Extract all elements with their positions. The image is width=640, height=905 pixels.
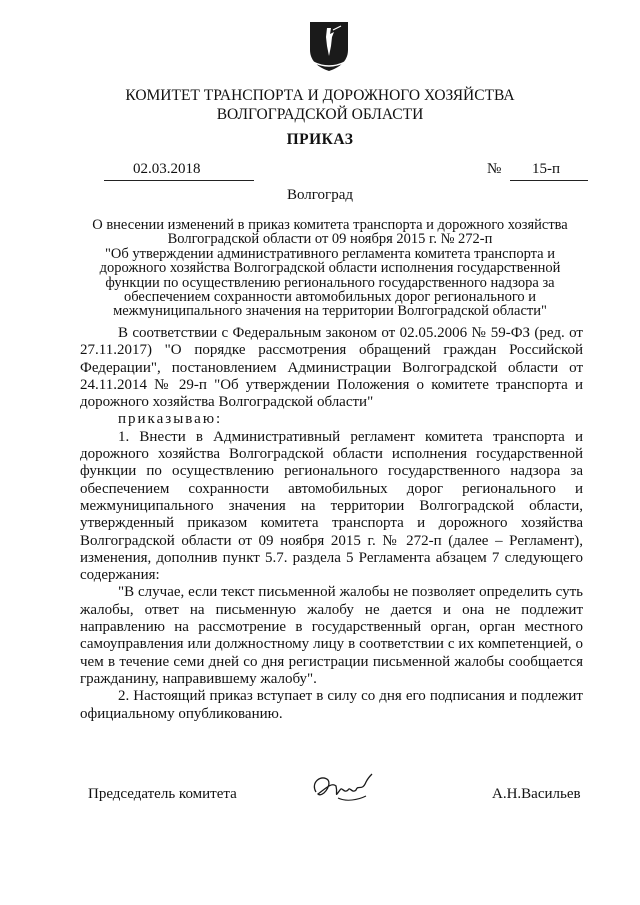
document-type: ПРИКАЗ	[286, 131, 354, 148]
document-date: 02.03.2018	[133, 161, 201, 177]
item-2-paragraph: 2. Настоящий приказ вступает в силу со дня его подписания и подлежит официальному опубликованию.	[80, 688, 583, 722]
number-sign: №	[487, 161, 502, 177]
subject-line: Волгоградской области от 09 ноября 2015 г. № 272-п	[167, 231, 493, 248]
document-body	[80, 325, 583, 723]
number-underline	[510, 180, 588, 181]
preamble-paragraph: В соответствии с Федеральным законом от 02.05.2006 № 59-ФЗ (ред. от 27.11.2017) "О порядке рассмотрения обращений граждан Российской Федерации", постановлением Администрации Волгоградской области от 24.11.2014 № 29-п "Об утверждении Положения о комитете транспорта и дорожного хозяйства Волгоградской области"	[80, 325, 583, 411]
org-name-line1: КОМИТЕТ ТРАНСПОРТА И ДОРОЖНОГО ХОЗЯЙСТВА	[125, 87, 515, 104]
item-1-paragraph: 1. Внести в Административный регламент комитета транспорта и дорожного хозяйства Волгоградской области исполнения государственной функции по осуществлению регионального государственного надзора за обеспечением сохранности автомобильных дорог регионального и межмуниципального значения на территории Волгоградской области, утвержденный приказом комитета транспорта и дорожного хозяйства Волгоградской области от 09 ноября 2015 г. № 272-п (далее – Регламент), изменения, дополнив пункт 5.7. раздела 5 Регламента абзацем 7 следующего содержания:	[80, 428, 583, 584]
org-name-line2: ВОЛГОГРАДСКОЙ ОБЛАСТИ	[216, 106, 424, 123]
document-number: 15-п	[532, 161, 561, 177]
subject-line: О внесении изменений в приказ комитета транспорта и дорожного хозяйства	[92, 217, 568, 233]
signatory-title: Председатель комитета	[88, 786, 237, 802]
signatory-name: А.Н.Васильев	[492, 786, 581, 802]
subject-line: функции по осуществлению регионального государственного надзора за	[105, 274, 555, 291]
subject-line: "Об утверждении административного регламента комитета транспорта и	[105, 245, 555, 262]
subject-line: дорожного хозяйства Волгоградской области исполнения государственной	[99, 260, 561, 277]
date-underline	[104, 180, 254, 181]
decree-word: приказываю:	[118, 411, 223, 428]
subject-line: обеспечением сохранности автомобильных дорог регионального и	[123, 289, 537, 306]
document-city: Волгоград	[286, 187, 353, 203]
handwritten-signature	[308, 768, 378, 810]
organization-header	[0, 86, 640, 124]
quoted-amendment: "В случае, если текст письменной жалобы не позволяет определить суть жалобы, ответ на письменную жалобу не дается и она не подлежит направлению на рассмотрение в государственный орган, орган местного самоуправления или должностному лицу в соответствии с их компетенцией, о чем в течение семи дней со дня регистрации письменной жалобы сообщается гражданину, направившему жалобу".	[80, 584, 583, 687]
subject-line: межмуниципального значения на территории Волгоградской области"	[113, 303, 547, 320]
regional-emblem-icon	[308, 20, 350, 72]
document-subject	[80, 218, 580, 319]
